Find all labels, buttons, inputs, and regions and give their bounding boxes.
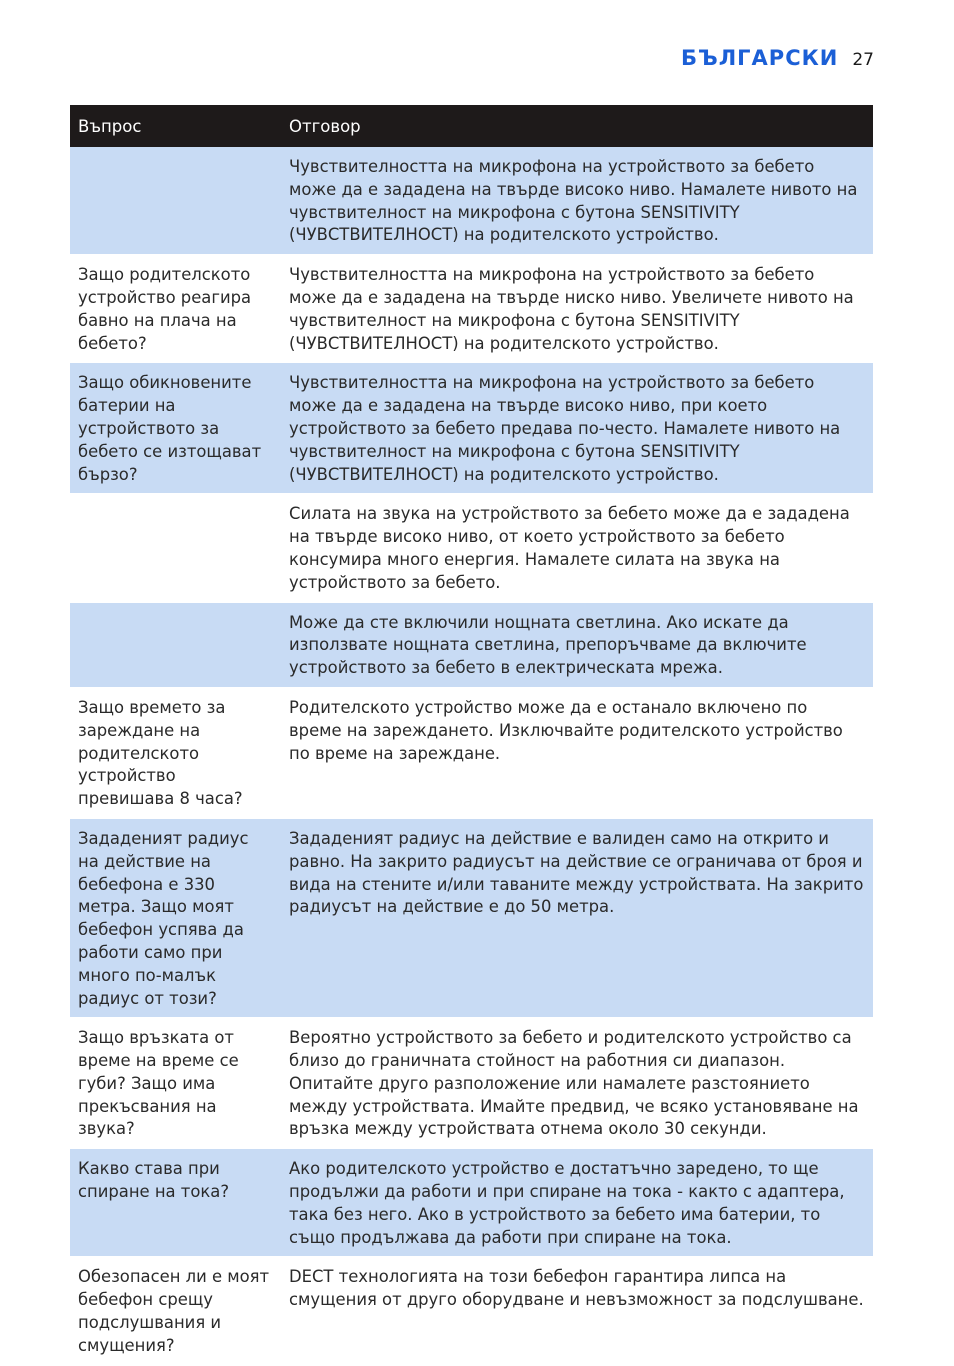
answer-cell: Ако родителското устройство е достатъчно заредено, то ще продължи да работи и при спиране на тока - както с адаптера, така без него. Ако в устройството за бебето има батерии, то също продължава да работи при спиране на тока. <box>281 1149 873 1257</box>
faq-table <box>70 105 873 1366</box>
answer-cell: Може да сте включили нощната светлина. Ако искате да използвате нощната светлина, препоръчваме да включите устройството за бебето в електрическата мрежа. <box>281 602 873 687</box>
table-row <box>70 363 873 494</box>
answer-cell: DECT технологията на този бебефон гарантира липса на смущения от друго оборудване и невъзможност за подслушване. <box>281 1257 873 1365</box>
answer-cell: Чувствителността на микрофона на устройството за бебето може да е зададена на твърде високо ниво. Намалете нивото на чувствителност на микрофона с бутона SENSITIVITY (ЧУВСТВИТЕЛНОСТ) на родителското устройство. <box>281 147 873 255</box>
question-cell <box>70 147 281 255</box>
table-row <box>70 255 873 363</box>
question-cell <box>70 602 281 687</box>
question-cell: Обезопасен ли е моят бебефон срещу подслушвания и смущения? <box>70 1257 281 1365</box>
question-cell: Какво става при спиране на тока? <box>70 1149 281 1257</box>
table-row <box>70 818 873 1017</box>
answer-cell: Чувствителността на микрофона на устройството за бебето може да е зададена на твърде високо ниво, при което устройството за бебето предава по-често. Намалете нивото на чувствителност на микрофона с бутона SENSITIVITY (ЧУВСТВИТЕЛНОСТ) на родителското устройство. <box>281 363 873 494</box>
question-cell: Зададеният радиус на действие на бебефона е 330 метра. Защо моят бебефон успява да работи само при много по-малък радиус от този? <box>70 818 281 1017</box>
table-header-row <box>70 105 873 147</box>
table-row <box>70 602 873 687</box>
table-row <box>70 687 873 818</box>
question-cell: Защо родителското устройство реагира бавно на плача на бебето? <box>70 255 281 363</box>
answer-cell: Родителското устройство може да е останало включено по време на зареждането. Изключвайте родителското устройство по време на зареждане. <box>281 687 873 818</box>
table-row <box>70 1018 873 1149</box>
table-row <box>70 1149 873 1257</box>
language-title: БЪЛГАРСКИ <box>681 46 839 70</box>
question-cell: Защо времето за зареждане на родителското устройство превишава 8 часа? <box>70 687 281 818</box>
page-header <box>681 46 874 70</box>
page-number: 27 <box>852 50 874 70</box>
answer-cell: Силата на звука на устройството за бебето може да е зададена на твърде високо ниво, от което устройството за бебето консумира много енергия. Намалете силата на звука на устройството за бебето. <box>281 494 873 602</box>
table-row <box>70 494 873 602</box>
table-row <box>70 1257 873 1365</box>
answer-cell: Чувствителността на микрофона на устройството за бебето може да е зададена на твърде ниско ниво. Увеличете нивото на чувствителност на микрофона с бутона SENSITIVITY (ЧУВСТВИТЕЛНОСТ) на родителското устройство. <box>281 255 873 363</box>
answer-cell: Вероятно устройството за бебето и родителското устройство са близо до граничната стойност на работния си диапазон. Опитайте друго разположение или намалете разстоянието между устройствата. Имайте предвид, че всяко установяване на връзка между устройствата отнема около 30 секунди. <box>281 1018 873 1149</box>
question-cell: Защо обикновените батерии на устройството за бебето се изтощават бързо? <box>70 363 281 494</box>
question-cell <box>70 494 281 602</box>
question-cell: Защо връзката от време на време се губи? Защо има прекъсвания на звука? <box>70 1018 281 1149</box>
table-row <box>70 147 873 255</box>
answer-cell: Зададеният радиус на действие е валиден само на открито и равно. На закрито радиусът на действие се ограничава от броя и вида на стените и/или таваните между устройствата. На закрито радиусът на действие е до 50 метра. <box>281 818 873 1017</box>
column-header-question: Въпрос <box>70 105 281 147</box>
column-header-answer: Отговор <box>281 105 873 147</box>
